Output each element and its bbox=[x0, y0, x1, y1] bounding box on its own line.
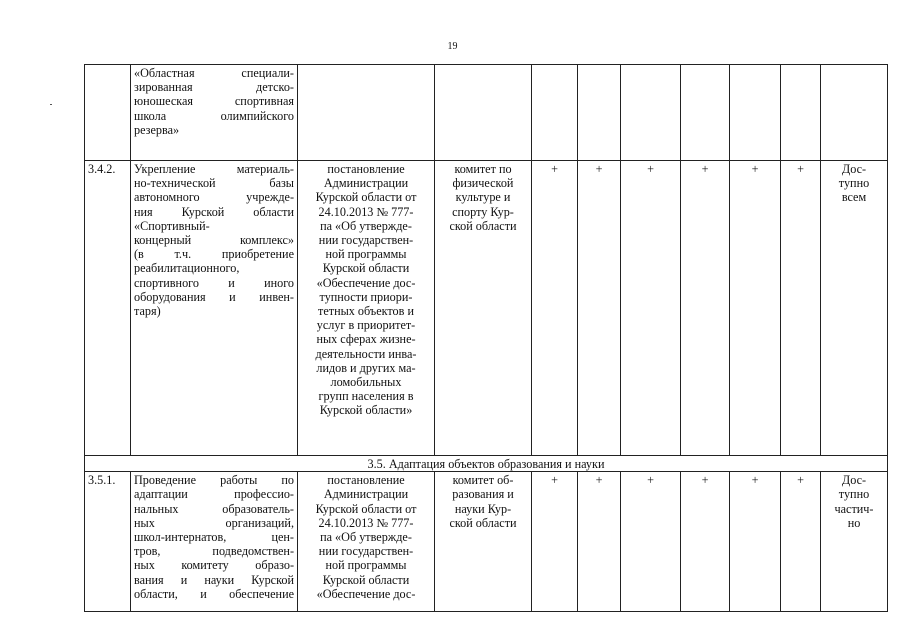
text-line: спортивного и иного bbox=[134, 275, 294, 290]
cell-mark: + bbox=[681, 161, 730, 456]
text-line: ской области bbox=[449, 515, 517, 530]
cell-executor bbox=[435, 161, 532, 456]
text-line: нии государствен- bbox=[318, 544, 414, 559]
cell-num: 3.5.1. bbox=[85, 472, 131, 612]
cell-basis bbox=[298, 472, 435, 612]
cell-measure-name bbox=[131, 65, 298, 161]
cell-mark: + bbox=[681, 472, 730, 612]
cell-measure-name bbox=[131, 472, 298, 612]
text-line: резерва» bbox=[134, 122, 180, 137]
text-line: нии государствен- bbox=[318, 233, 414, 248]
page-number: 19 bbox=[447, 41, 458, 52]
text-line: Курской области» bbox=[319, 403, 413, 418]
text-line: деятельности инва- bbox=[315, 346, 417, 361]
text-line: па «Об утвержде- bbox=[320, 218, 412, 233]
cell-mark: + bbox=[621, 472, 681, 612]
text-line: услуг в приоритет- bbox=[316, 318, 416, 333]
cell-num: 3.4.2. bbox=[85, 161, 131, 456]
cell-measure-name bbox=[131, 161, 298, 456]
text-line: Курской области bbox=[322, 572, 410, 587]
cell-access bbox=[821, 161, 888, 456]
text-line: Курской области bbox=[322, 261, 410, 276]
text-line: Дос- bbox=[841, 473, 867, 488]
text-line: «Обеспечение дос- bbox=[316, 586, 416, 601]
text-line: Проведение работы по bbox=[134, 473, 294, 488]
cell-mark: + bbox=[578, 161, 621, 456]
text-line: всем bbox=[841, 190, 867, 205]
text-line: (в т.ч. приобретение bbox=[134, 247, 294, 262]
text-line: 24.10.2013 № 777- bbox=[318, 515, 414, 530]
text-line: лидов и других ма- bbox=[316, 360, 416, 375]
scan-speck bbox=[50, 104, 52, 105]
text-line: области, и обеспечение bbox=[134, 586, 294, 601]
text-line: па «Об утвержде- bbox=[320, 530, 412, 545]
table-row-continuation bbox=[85, 65, 888, 161]
cell-executor bbox=[435, 65, 532, 161]
text-line: нальных образователь- bbox=[134, 501, 294, 516]
cell-mark bbox=[621, 65, 681, 161]
text-line: «Обеспечение дос- bbox=[316, 275, 416, 290]
text-line: «Спортивный- bbox=[134, 218, 210, 233]
text-line: адаптации профессио- bbox=[134, 487, 294, 502]
text-line: «Областная специали- bbox=[134, 66, 294, 80]
text-line: физической bbox=[452, 176, 514, 191]
text-line: комитет об- bbox=[452, 473, 514, 488]
section-row-3-5 bbox=[85, 456, 888, 472]
cell-basis bbox=[298, 65, 435, 161]
text-line: Курской области от bbox=[315, 190, 417, 205]
table-row-3-5-1 bbox=[85, 472, 888, 612]
cell-num bbox=[85, 65, 131, 161]
cell-executor bbox=[435, 472, 532, 612]
text-line: автономного учрежде- bbox=[134, 190, 294, 205]
text-line: Курской области от bbox=[315, 501, 417, 516]
text-line: разования и bbox=[452, 487, 514, 502]
cell-mark: + bbox=[781, 472, 821, 612]
cell-mark: + bbox=[578, 472, 621, 612]
text-line: тупно bbox=[838, 487, 870, 502]
text-line: но-технической базы bbox=[134, 176, 294, 191]
text-line: постановление bbox=[327, 473, 405, 488]
text-line: частич- bbox=[834, 501, 874, 516]
cell-mark bbox=[578, 65, 621, 161]
text-line: концерный комплекс» bbox=[134, 233, 294, 248]
cell-mark: + bbox=[532, 472, 578, 612]
text-line: школа олимпийского bbox=[134, 108, 294, 123]
text-line: науки Кур- bbox=[454, 501, 512, 516]
text-line: ния Курской области bbox=[134, 204, 294, 219]
text-line: Администрации bbox=[323, 176, 409, 191]
text-line: спорту Кур- bbox=[452, 204, 514, 219]
text-line: юношеская спортивная bbox=[134, 94, 294, 109]
measures-table bbox=[84, 64, 888, 612]
text-line: но bbox=[847, 515, 861, 530]
cell-mark: + bbox=[730, 161, 781, 456]
text-line: тупно bbox=[838, 176, 870, 191]
text-line: комитет по bbox=[454, 162, 512, 176]
text-line: Укрепление материаль- bbox=[134, 162, 294, 176]
text-line: ломобильных bbox=[330, 375, 402, 390]
cell-mark bbox=[681, 65, 730, 161]
cell-mark bbox=[730, 65, 781, 161]
text-line: таря) bbox=[134, 304, 161, 319]
table-row-3-4-2 bbox=[85, 161, 888, 456]
text-line: оборудования и инвен- bbox=[134, 289, 294, 304]
cell-basis bbox=[298, 161, 435, 456]
text-line: ной программы bbox=[325, 247, 407, 262]
text-line: ных сферах жизне- bbox=[316, 332, 416, 347]
text-line: культуре и bbox=[455, 190, 511, 205]
text-line: постановление bbox=[327, 162, 405, 176]
text-line: ных организаций, bbox=[134, 515, 294, 530]
cell-mark: + bbox=[621, 161, 681, 456]
cell-mark bbox=[781, 65, 821, 161]
text-line: ской области bbox=[449, 218, 517, 233]
cell-access bbox=[821, 472, 888, 612]
cell-mark bbox=[532, 65, 578, 161]
text-line: ных комитету образо- bbox=[134, 558, 294, 573]
text-line: школ-интернатов, цен- bbox=[134, 530, 294, 545]
cell-mark: + bbox=[730, 472, 781, 612]
cell-mark: + bbox=[532, 161, 578, 456]
text-line: тетных объектов и bbox=[318, 304, 414, 319]
text-line: реабилитационного, bbox=[134, 261, 240, 276]
text-line: зированная детско- bbox=[134, 80, 294, 95]
text-line: тупности приори- bbox=[319, 289, 413, 304]
text-line: 24.10.2013 № 777- bbox=[318, 204, 414, 219]
cell-mark: + bbox=[781, 161, 821, 456]
text-line: Дос- bbox=[841, 162, 867, 176]
section-title: 3.5. Адаптация объектов образования и науки bbox=[85, 456, 888, 472]
text-line: вания и науки Курской bbox=[134, 572, 294, 587]
text-line: тров, подведомствен- bbox=[134, 544, 294, 559]
cell-access bbox=[821, 65, 888, 161]
text-line: Администрации bbox=[323, 487, 409, 502]
text-line: групп населения в bbox=[318, 389, 414, 404]
text-line: ной программы bbox=[325, 558, 407, 573]
